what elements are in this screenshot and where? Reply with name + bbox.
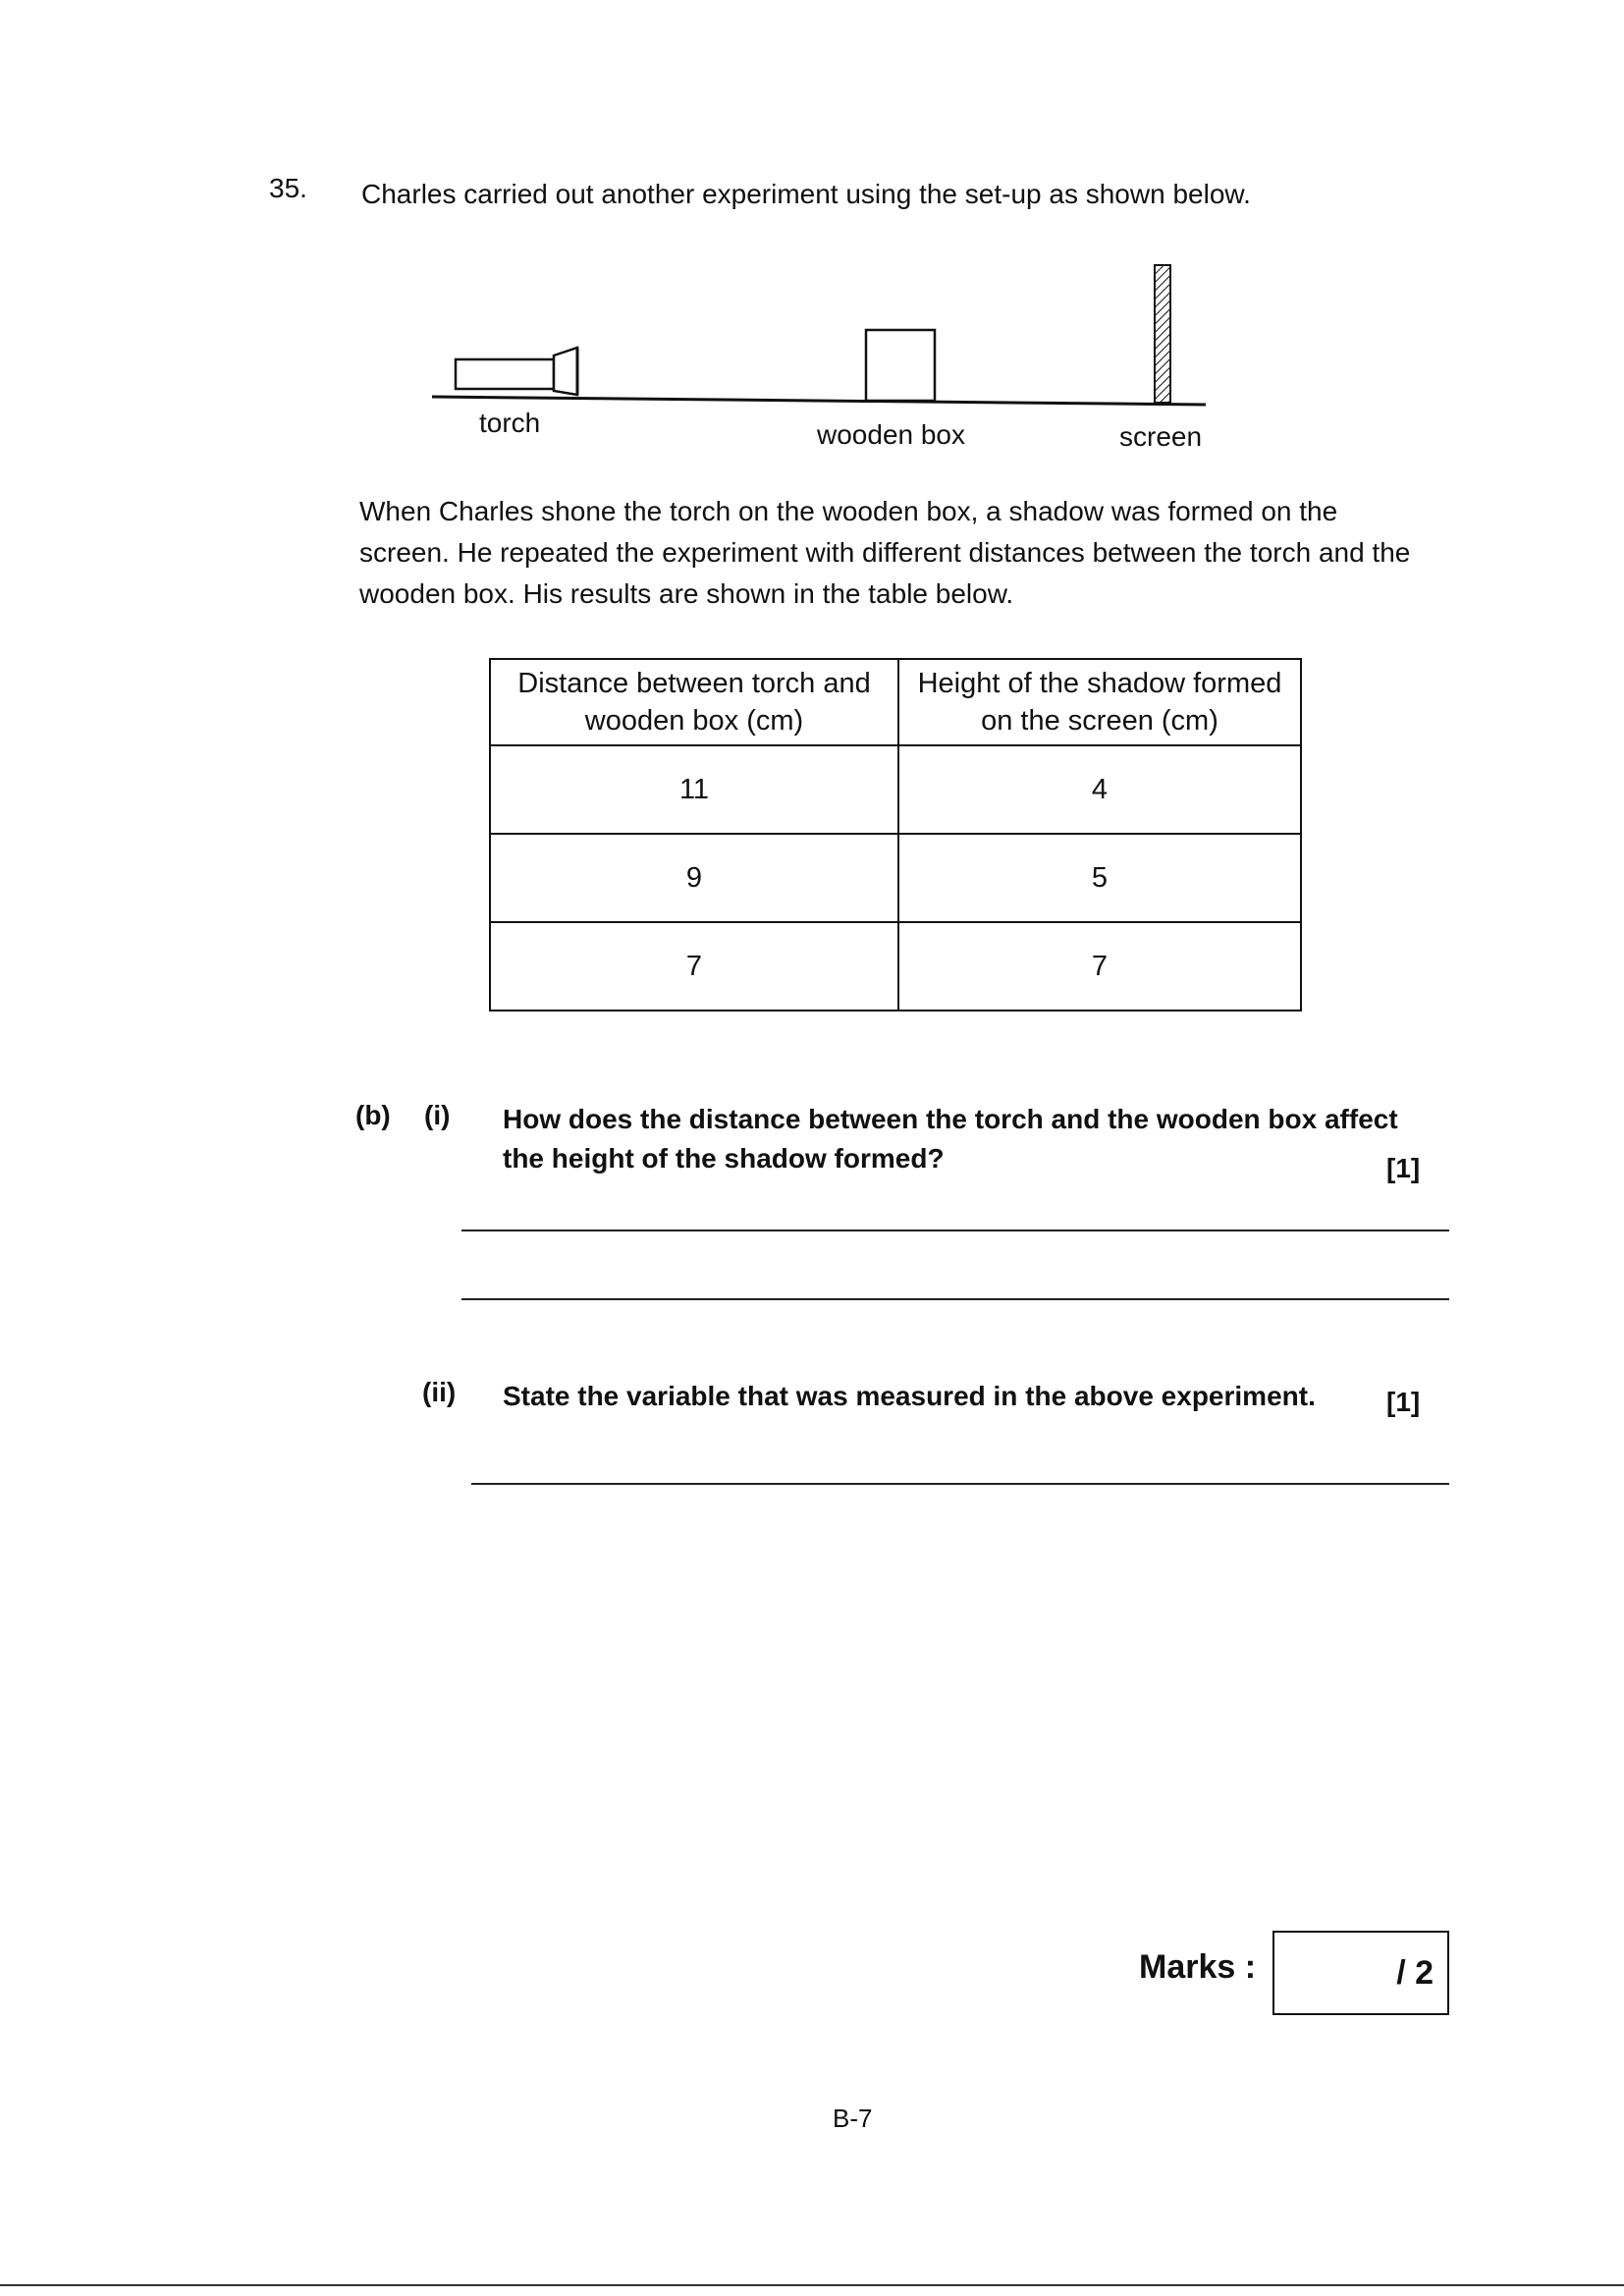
header-height: Height of the shadow formed on the screen (cm) (898, 659, 1301, 745)
torch-label: torch (479, 408, 541, 438)
page-bottom-rule (0, 2284, 1624, 2286)
ground-line (432, 397, 1206, 405)
marks-box[interactable] (1272, 1931, 1449, 2015)
question-number: 35. (269, 173, 307, 203)
answer-line-b-i-1[interactable] (461, 1230, 1449, 1231)
marks-label: Marks : (1139, 1948, 1257, 1986)
marks-total: / 2 (1396, 1954, 1434, 1992)
height-cell: 5 (898, 834, 1301, 922)
table-row (490, 745, 1301, 834)
question-intro: Charles carried out another experiment using the set-up as shown below. (361, 179, 1251, 209)
part-b-i-marks: [1] (1386, 1153, 1421, 1183)
distance-cell: 9 (490, 834, 898, 922)
table-header-row (490, 659, 1301, 745)
table-row (490, 834, 1301, 922)
wooden-box-label: wooden box (817, 419, 966, 450)
table-row (490, 922, 1301, 1011)
part-b-ii-question: State the variable that was measured in the above experiment. (503, 1381, 1316, 1411)
height-cell: 7 (898, 922, 1301, 1011)
part-b-label: (b) (355, 1100, 391, 1130)
screen-label: screen (1119, 421, 1203, 452)
answer-line-b-ii[interactable] (471, 1483, 1449, 1485)
part-b-ii-marks: [1] (1386, 1387, 1421, 1417)
experiment-description: When Charles shone the torch on the wooden box, a shadow was formed on the screen. He repeated the experiment with different distances between the torch and the wooden box. His results are shown in the table below. (359, 496, 1411, 609)
header-distance: Distance between torch and wooden box (cm) (490, 659, 898, 745)
answer-line-b-i-2[interactable] (461, 1298, 1449, 1300)
distance-cell: 11 (490, 745, 898, 834)
part-b-i-label: (i) (424, 1100, 451, 1130)
height-cell: 4 (898, 745, 1301, 834)
part-b-ii-label: (ii) (422, 1377, 457, 1407)
page-number: B-7 (833, 2104, 873, 2133)
distance-cell: 7 (490, 922, 898, 1011)
experiment-diagram (432, 263, 1218, 460)
wooden-box (866, 330, 935, 401)
torch-body (456, 359, 554, 389)
results-table (489, 658, 1302, 1011)
part-b-i-question: How does the distance between the torch and the wooden box affect the height of the shadow formed? (503, 1104, 1398, 1174)
screen (1155, 265, 1170, 403)
torch-head (554, 348, 577, 395)
